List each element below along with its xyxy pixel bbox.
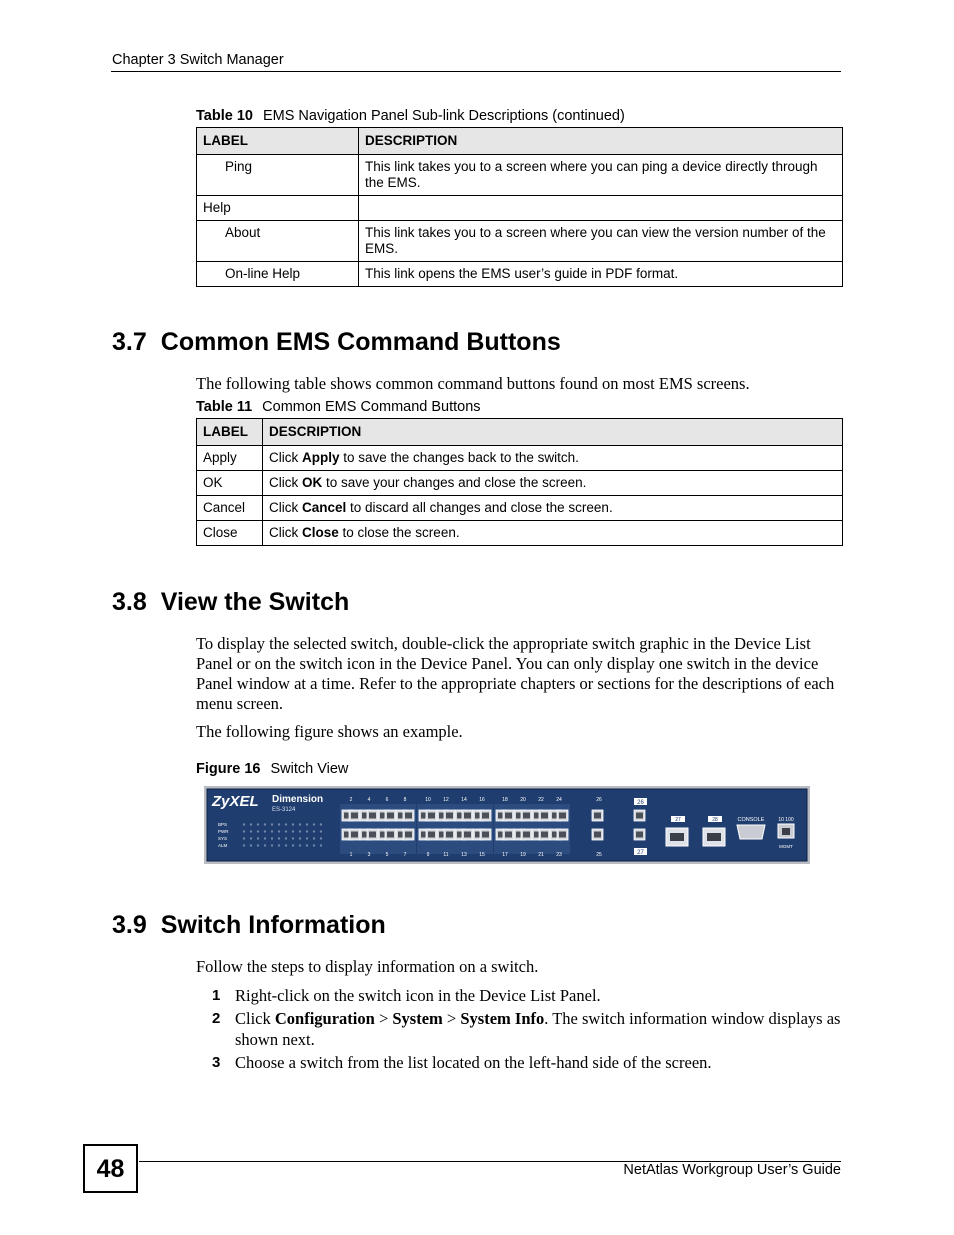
top-port-number: 12	[443, 797, 449, 803]
table11-col-desc: DESCRIPTION	[263, 419, 843, 446]
top-port-number: 24	[556, 797, 562, 803]
led-dot	[285, 830, 287, 832]
table11-cell-label: Close	[197, 521, 263, 546]
led-dot	[320, 830, 322, 832]
led-dot	[306, 823, 308, 825]
led-dot	[285, 837, 287, 839]
led-dot	[243, 844, 245, 846]
rj45-port-opening	[464, 832, 471, 838]
table10-cell-desc: This link takes you to a screen where you can view the version number of the EMS.	[359, 221, 843, 262]
led-dot	[292, 830, 294, 832]
page-number: 48	[83, 1144, 138, 1193]
step-number: 3	[212, 1054, 221, 1071]
led-dot	[306, 844, 308, 846]
led-dot	[313, 837, 315, 839]
section-3-8-para2: The following figure shows an example.	[196, 722, 463, 741]
table11-caption-text: Common EMS Command Buttons	[262, 399, 481, 415]
table11-col-label: LABEL	[197, 419, 263, 446]
step-text: Choose a switch from the list located on the left-hand side of the screen.	[235, 1053, 712, 1072]
led-dot	[264, 837, 266, 839]
led-dot	[299, 823, 301, 825]
rj45-port-opening	[351, 813, 358, 819]
table10-cell-label: Help	[197, 196, 359, 221]
top-port-number: 16	[479, 797, 485, 803]
led-dot	[313, 844, 315, 846]
led-dot	[313, 823, 315, 825]
led-dot	[250, 844, 252, 846]
table10-cell-label: On-line Help	[197, 262, 359, 287]
led-dot	[299, 844, 301, 846]
led-dot	[264, 823, 266, 825]
table-row	[197, 471, 843, 496]
rj45-port-opening	[405, 813, 412, 819]
console-port	[737, 825, 765, 839]
running-head: Chapter 3 Switch Manager	[112, 52, 284, 68]
led-dot	[271, 823, 273, 825]
sfp-slot-opening	[670, 833, 684, 841]
led-dot	[257, 830, 259, 832]
table-row	[197, 155, 843, 196]
rj45-port-opening	[387, 832, 394, 838]
led-label: ALM	[218, 843, 228, 848]
led-dot	[306, 830, 308, 832]
rj45-port-opening	[446, 832, 453, 838]
switch-front-panel-image	[204, 786, 810, 864]
led-dot	[257, 823, 259, 825]
led-dot	[243, 830, 245, 832]
led-dot	[313, 830, 315, 832]
section-title: Common EMS Command Buttons	[160, 328, 561, 356]
led-dot	[257, 844, 259, 846]
top-port-number: 20	[520, 797, 526, 803]
table11-cell-desc: Click Close to close the screen.	[263, 521, 843, 546]
led-dot	[271, 837, 273, 839]
brand-logo: ZyXEL	[212, 793, 259, 810]
rj45-port-opening	[523, 813, 530, 819]
section-heading-3-7	[112, 328, 561, 357]
led-dot	[292, 837, 294, 839]
step-text: Click Configuration > System > System Info. The switch information window displays as shown next.	[235, 1009, 841, 1049]
section-title: Switch Information	[160, 911, 386, 939]
table11-cell-label: OK	[197, 471, 263, 496]
led-dot	[299, 830, 301, 832]
led-dot	[320, 844, 322, 846]
rj45-port-opening	[428, 813, 435, 819]
console-label: CONSOLE	[737, 817, 765, 823]
section-3-8-para1: To display the selected switch, double-click the appropriate switch graphic in the Device List Panel or on the switch icon in the Device Panel. You can only display one switch in the device Panel window at a time. Refer to the appropriate chapters or sections for the descriptions of each menu screen.	[196, 634, 835, 713]
table-row	[197, 521, 843, 546]
list-item	[212, 1008, 842, 1050]
mgmt-port-opening	[782, 828, 790, 835]
led-dot	[250, 830, 252, 832]
led-dot	[264, 844, 266, 846]
led-dot	[299, 837, 301, 839]
list-item	[212, 985, 842, 1006]
table11-caption-label: Table 11	[196, 399, 253, 415]
led-dot	[243, 823, 245, 825]
table-row	[197, 262, 843, 287]
bottom-port-number: 7	[403, 852, 407, 858]
table10-caption-label: Table 10	[196, 108, 253, 124]
rj45-port-opening	[387, 813, 394, 819]
rj45-port-opening	[636, 813, 643, 819]
table11-header-row	[197, 419, 843, 446]
speed-label: 10 100	[778, 817, 794, 823]
rj45-port-opening	[594, 813, 601, 819]
section-title: View the Switch	[160, 588, 350, 616]
section-number: 3.8	[112, 588, 147, 616]
table10	[196, 127, 843, 287]
led-dot	[250, 837, 252, 839]
table10-cell-label: About	[197, 221, 359, 262]
top-port-number: 26	[596, 797, 602, 803]
led-dot	[278, 837, 280, 839]
rj45-port-opening	[636, 832, 643, 838]
table10-col-desc: DESCRIPTION	[359, 128, 843, 155]
section-heading-3-9	[112, 911, 386, 940]
table11-cell-desc: Click Cancel to discard all changes and close the screen.	[263, 496, 843, 521]
section-3-7-intro: The following table shows common command buttons found on most EMS screens.	[196, 374, 750, 393]
slot-label: 27	[675, 817, 681, 823]
led-label: BPS	[218, 822, 228, 827]
rj45-port-opening	[541, 832, 548, 838]
led-dot	[292, 823, 294, 825]
table10-cell-label: Ping	[197, 155, 359, 196]
section-3-9-intro: Follow the steps to display information on a switch.	[196, 957, 539, 976]
sfp-slot-opening	[707, 833, 721, 841]
top-port-number: 22	[538, 797, 544, 803]
header-rule	[111, 71, 841, 72]
table11-cell-desc: Click Apply to save the changes back to the switch.	[263, 446, 843, 471]
table-row	[197, 221, 843, 262]
bottom-port-number: 5	[385, 852, 389, 858]
bottom-port-number: 3	[367, 852, 371, 858]
step-text: Right-click on the switch icon in the Device List Panel.	[235, 986, 601, 1005]
section-number: 3.7	[112, 328, 147, 356]
table10-col-label: LABEL	[197, 128, 359, 155]
led-dot	[285, 823, 287, 825]
table-row	[197, 496, 843, 521]
bottom-port-number: 19	[520, 852, 526, 858]
rj45-port-opening	[369, 813, 376, 819]
port-badge-label: 27	[637, 850, 644, 856]
slot-label: 28	[712, 817, 718, 823]
rj45-port-opening	[482, 813, 489, 819]
rj45-port-opening	[559, 832, 566, 838]
rj45-port-opening	[482, 832, 489, 838]
rj45-port-opening	[559, 813, 566, 819]
led-dot	[292, 844, 294, 846]
table11-cell-desc: Click OK to save your changes and close the screen.	[263, 471, 843, 496]
bottom-port-number: 25	[596, 852, 602, 858]
bottom-port-number: 23	[556, 852, 562, 858]
led-dot	[278, 823, 280, 825]
top-port-number: 2	[349, 797, 353, 803]
table11-cell-label: Apply	[197, 446, 263, 471]
port-badge-label: 26	[637, 800, 644, 806]
top-port-number: 10	[425, 797, 431, 803]
rj45-port-opening	[464, 813, 471, 819]
rj45-port-opening	[405, 832, 412, 838]
table10-cell-desc: This link takes you to a screen where you can ping a device directly through the EMS.	[359, 155, 843, 196]
led-label: SYS	[218, 836, 228, 841]
led-dot	[271, 830, 273, 832]
top-port-number: 6	[385, 797, 389, 803]
bottom-port-number: 15	[479, 852, 485, 858]
rj45-port-opening	[523, 832, 530, 838]
step-number: 2	[212, 1010, 221, 1027]
bottom-port-number: 21	[538, 852, 544, 858]
top-port-number: 14	[461, 797, 467, 803]
step-number: 1	[212, 987, 221, 1004]
rj45-port-opening	[541, 813, 548, 819]
model-name: Dimension	[272, 794, 324, 805]
figure16-caption-text: Switch View	[270, 761, 349, 777]
table10-header-row	[197, 128, 843, 155]
rj45-port-opening	[351, 832, 358, 838]
guide-title: NetAtlas Workgroup User’s Guide	[623, 1162, 841, 1178]
figure16-caption	[196, 761, 348, 777]
led-dot	[271, 844, 273, 846]
mgmt-label: MGMT	[779, 844, 793, 849]
led-label: PWR	[218, 829, 229, 834]
figure16-caption-label: Figure 16	[196, 761, 261, 777]
table-row	[197, 446, 843, 471]
bottom-port-number: 1	[349, 852, 353, 858]
led-dot	[320, 837, 322, 839]
table10-cell-desc: This link opens the EMS user’s guide in PDF format.	[359, 262, 843, 287]
top-port-number: 4	[367, 797, 371, 803]
table10-caption-text: EMS Navigation Panel Sub-link Descriptions (continued)	[262, 108, 625, 124]
bottom-port-number: 9	[426, 852, 430, 858]
led-dot	[278, 844, 280, 846]
table10-cell-desc	[359, 196, 843, 221]
table10-caption	[196, 108, 625, 124]
led-dot	[306, 837, 308, 839]
table11-cell-label: Cancel	[197, 496, 263, 521]
rj45-port-opening	[369, 832, 376, 838]
bottom-port-number: 13	[461, 852, 467, 858]
led-dot	[285, 844, 287, 846]
list-item	[212, 1052, 842, 1073]
led-dot	[278, 830, 280, 832]
rj45-port-opening	[505, 813, 512, 819]
table-row	[197, 196, 843, 221]
led-dot	[264, 830, 266, 832]
table11-caption	[196, 399, 481, 415]
top-port-number: 18	[502, 797, 508, 803]
led-dot	[257, 837, 259, 839]
top-port-number: 8	[403, 797, 407, 803]
rj45-port-opening	[428, 832, 435, 838]
model-number: ES-3124	[272, 807, 296, 813]
rj45-port-opening	[505, 832, 512, 838]
bottom-port-number: 11	[443, 852, 449, 858]
rj45-port-opening	[594, 832, 601, 838]
led-dot	[243, 837, 245, 839]
led-dot	[250, 823, 252, 825]
bottom-port-number: 17	[502, 852, 508, 858]
led-dot	[320, 823, 322, 825]
rj45-port-opening	[446, 813, 453, 819]
section-heading-3-8	[112, 588, 349, 617]
section-number: 3.9	[112, 911, 147, 939]
table11	[196, 418, 843, 546]
